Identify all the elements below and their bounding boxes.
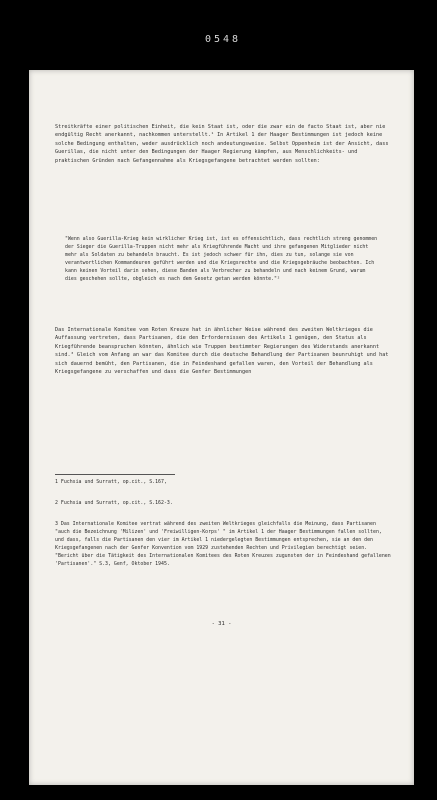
paragraph-1: Streitkräfte einer politischen Einheit, die kein Staat ist, oder die zwar ein de facto Staat ist, aber nie endgültig Recht anerkannt, nachkommen unterstellt.¹ In Artikel 1 der Haager Bestimmungen ist jedoch keine solche Bedingung enthalten, weder ausdrücklich noch andeutungsweise. Selbst Oppenheim ist der Ansicht, dass Guerillas, die nicht unter den Bedingungen der Haager Regierung kämpfen, aus Menschlichkeits- und praktischen Gründen nach Gefangennahme als Kriegsgefangene betrachtet werden sollten:: [55, 124, 389, 164]
page-number: - 31 -: [211, 621, 232, 627]
paragraph-2: Das Internationale Komitee vom Roten Kreuze hat in ähnlicher Weise während des zweiten Weltkrieges die Auffassung vertreten, dass Partisanen, die den Erfordernissen des Artikels 1 genügen, den Status als Kriegführende beanspruchen könnten, ähnlich wie Truppen bestimmter Regierungen des Widerstands anerkannt sind.³ Gleich vom Anfang an war das Komitee durch die deutsche Behandlung der Partisanen beunruhigt und hat sich dauernd bemüht, den Partisanen, die in Feindeshand gefallen waren, den Vorteil der Behandlung als Kriegsgefangene zu verschaffen und dass die Genfer Bestimmungen: [55, 327, 389, 376]
footnote-3: 3 Das Internationale Komitee vertrat während des zweiten Weltkrieges gleichfalls die Meinung, dass Partisanen "auch die Bezeichnung 'Milizen' und 'Freiwilligen-Korps' " im Artikel 1 der Haager Bestimmungen fallen sollten, und dass, falls die Partisanen den vier im Artikel 1 niedergelegten Bestimmungen entsprechen, sie an den den Kriegsgefangenen nach der Genfer Konvention vom 1929 zustehenden Rechten und Privilegien berechtigt seien. "Bericht über die Tätigkeit des Internationalen Komitees des Roten Kreuzes zugunsten der in Feindeshand gefallenen 'Partisanen'." S.3, Genf, Oktober 1945.: [55, 521, 391, 567]
document-page: [29, 70, 414, 785]
footnote-separator: [55, 474, 175, 475]
footnote-1: 1 Fuchsia und Surratt, op.cit., S.167,: [55, 479, 167, 485]
footnote-2: 2 Fuchsia und Surratt, op.cit., S.162-3.: [55, 500, 173, 506]
block-quote: "Wenn also Guerilla-Krieg kein wirklicher Krieg ist, ist es offensichtlich, dass rechtlich streng genommen der Sieger die Guerilla-Truppen nicht mehr als Kriegführende Macht und ihre gefangenen Mitglieder nicht mehr als Soldaten zu behandeln braucht. Es ist jedoch schwer für ihn, dies zu tun, solange sie von verantwortlichen Kommandeuren geführt werden und die Kriegsrechte und die Kriegsgebräuche beobachten. Ich kann keinen Vorteil darin sehen, diese Banden als Verbrecher zu behandeln und nach keinem Grund, warum dies geschehen sollte, obgleich es nach dem Gesetz getan werden könnte."²: [65, 236, 378, 282]
frame-number: 0548: [205, 34, 242, 45]
